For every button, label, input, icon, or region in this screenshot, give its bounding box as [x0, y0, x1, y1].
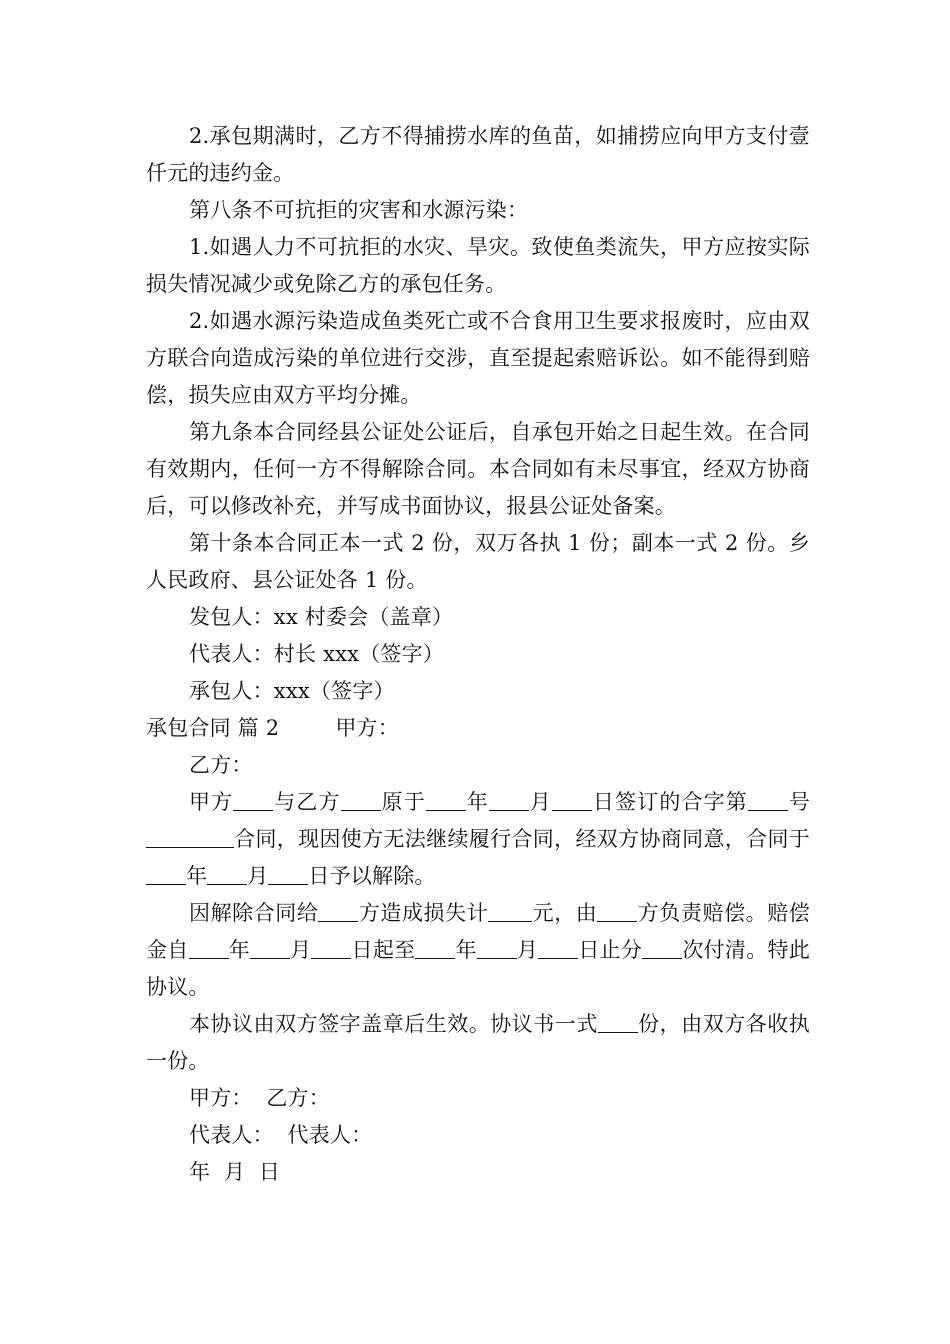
text-segment: 因解除合同给: [189, 901, 319, 925]
text-segment: 方负责赔偿。赔偿金自: [146, 901, 810, 962]
text-segment: 月: [516, 938, 539, 962]
section-2-title: 承包合同 篇 2: [146, 716, 280, 740]
text-segment: 原于: [380, 790, 426, 814]
signature-representatives: 代表人： 代表人：: [189, 1123, 373, 1147]
text-segment: 日起至: [351, 938, 416, 962]
contractee: 承包人：xxx（签字）: [189, 679, 395, 703]
representative: 代表人：村长 xxx（签字）: [189, 642, 445, 666]
text-segment: 月: [290, 938, 312, 962]
clause-8-item-2: 2.如遇水源污染造成鱼类死亡或不合食用卫生要求报废时，应由双方联合向造成污染的单位进行交涉，直至提起索赔诉讼。如不能得到赔偿，损失应由双方平均分摊。: [146, 309, 810, 407]
text-segment: 日予以解除。: [308, 864, 436, 888]
blank-line: [415, 938, 455, 959]
clause-9: 第九条本合同经县公证处公证后，自承包开始之日起生效。在合同有效期内，任何一方不得解除合同。本合同如有未尽事宜，经双方协商后，可以修改补充，并写成书面协议，报县公证处备案。: [146, 420, 810, 518]
blank-line: [268, 864, 308, 885]
text-segment: 次付清。特此协议。: [146, 938, 811, 999]
text-segment: 年: [228, 938, 251, 962]
contractor-issuer: 发包人：xx 村委会（盖章）: [189, 605, 454, 629]
clause-10: 第十条本合同正本一式 2 份，双万各执 1 份；副本一式 2 份。乡人民政府、县公证处各 1 份。: [146, 531, 810, 592]
rescind-paragraph: [146, 784, 810, 895]
blank-line: [233, 790, 273, 811]
text-segment: 甲方: [189, 790, 234, 814]
text-segment: 与乙方: [273, 790, 341, 814]
blank-line: [538, 938, 578, 959]
blank-line: [189, 938, 229, 959]
text-segment: 日签订的合字第: [592, 790, 748, 814]
text-segment: 月: [528, 790, 552, 814]
blank-line: [642, 938, 682, 959]
clause-8-heading: 第八条不可抗拒的灾害和水源污染：: [189, 198, 529, 222]
blank-line: [311, 938, 351, 959]
blank-line: [477, 938, 517, 959]
signature-parties: 甲方： 乙方：: [189, 1086, 330, 1110]
text-segment: 份，由双方各收执一份。: [146, 1012, 810, 1073]
blank-line: [341, 790, 381, 811]
party-b-label: 乙方：: [189, 753, 253, 777]
blank-line: [426, 790, 466, 811]
text-segment: 号: [787, 790, 811, 814]
blank-line: [146, 864, 186, 885]
blank-line: [488, 901, 532, 922]
blank-line: [748, 790, 788, 811]
section-2-heading-line: [146, 710, 810, 747]
blank-line: [250, 938, 290, 959]
text-segment: 日止分: [578, 938, 643, 962]
blank-line: [146, 827, 234, 848]
blank-line: [598, 1012, 638, 1033]
text-segment: 年: [465, 790, 489, 814]
text-segment: 方造成损失计: [358, 901, 489, 925]
text-segment: 年: [186, 864, 208, 888]
party-a-label: 甲方：: [335, 716, 399, 740]
text-segment: 本协议由双方签字盖章后生效。协议书一式: [189, 1012, 598, 1036]
blank-line: [207, 864, 247, 885]
clause-7-item-2: 2.承包期满时，乙方不得捕捞水库的鱼苗，如捕捞应向甲方支付壹仟元的违约金。: [146, 124, 810, 185]
effect-paragraph: [146, 1006, 810, 1080]
clause-8-item-1: 1.如遇人力不可抗拒的水灾、旱灾。致使鱼类流失，甲方应按实际损失情况减少或免除乙方的承包任务。: [146, 235, 810, 296]
blank-line: [318, 901, 358, 922]
text-segment: 合同，现因使方无法继续履行合同，经双方协商同意，合同于: [234, 827, 810, 851]
blank-line: [597, 901, 637, 922]
compensation-paragraph: [146, 895, 810, 1006]
text-segment: 元，由: [532, 901, 598, 925]
blank-line: [489, 790, 529, 811]
text-segment: 月: [247, 864, 269, 888]
signature-date: 年 月 日: [189, 1160, 281, 1184]
blank-line: [552, 790, 592, 811]
text-segment: 年: [455, 938, 477, 962]
document-page: [146, 118, 810, 1191]
